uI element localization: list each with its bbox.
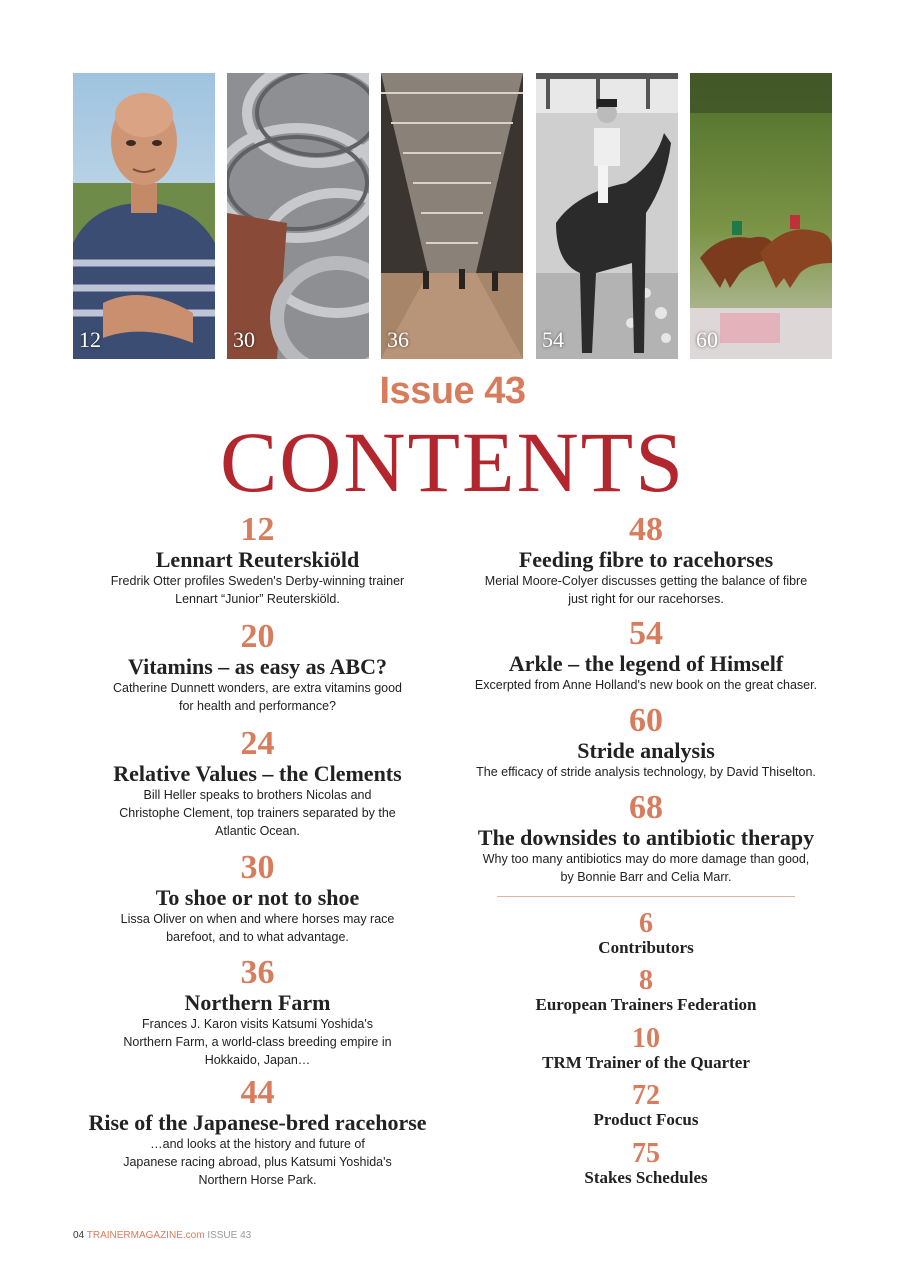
issue-number: Issue 43 <box>379 370 526 412</box>
feature-page-number: 44 <box>240 1074 275 1111</box>
feature-desc-line: Hokkaido, Japan… <box>204 1053 311 1067</box>
feature-desc-line: Merial Moore-Colyer discusses getting the balance of fibre <box>484 574 808 588</box>
feature-desc-line: for health and performance? <box>178 699 337 713</box>
feature-desc-line: …and looks at the history and future of <box>150 1137 365 1151</box>
regular-entry[interactable] <box>460 1082 832 1140</box>
feature-title: Relative Values – the Clements <box>113 761 402 786</box>
racehorses-image <box>690 73 832 359</box>
feature-desc-line: Lissa Oliver on when and where horses may race <box>120 912 395 926</box>
feature-title: Vitamins – as easy as ABC? <box>128 654 387 679</box>
feature-entry[interactable] <box>70 1075 445 1189</box>
feature-page-number: 12 <box>240 511 275 548</box>
photo-covered-track[interactable] <box>381 73 523 359</box>
horseshoes-image <box>227 73 369 359</box>
feature-desc-line: Christophe Clement, top trainers separated by the <box>119 806 396 820</box>
feature-entry[interactable] <box>460 703 832 790</box>
feature-page-number: 60 <box>629 702 663 739</box>
feature-desc-line: Bill Heller speaks to brothers Nicolas and <box>143 788 372 802</box>
regular-title: Contributors <box>598 938 694 957</box>
feature-page-number: 20 <box>240 618 275 655</box>
footer-issue: ISSUE 43 <box>207 1230 252 1241</box>
photo-trainer-portrait[interactable] <box>73 73 215 359</box>
regular-title: European Trainers Federation <box>535 995 757 1014</box>
feature-page-number: 36 <box>240 954 275 991</box>
feature-desc-line: Atlantic Ocean. <box>215 824 300 838</box>
regular-entry[interactable] <box>460 967 832 1025</box>
feature-entry[interactable] <box>460 616 832 703</box>
features-left-column <box>70 512 445 1189</box>
regular-page-number: 10 <box>632 1023 660 1054</box>
feature-title: To shoe or not to shoe <box>155 885 360 910</box>
regular-entry[interactable] <box>460 1140 832 1188</box>
feature-desc-line: The efficacy of stride analysis technology, by David Thiselton. <box>476 765 816 779</box>
photo-page-number: 54 <box>542 327 564 352</box>
feature-desc-line: Catherine Dunnett wonders, are extra vitamins good <box>112 681 403 695</box>
feature-desc-line: Why too many antibiotics may do more damage than good, <box>482 852 810 866</box>
trainer-portrait-image <box>73 73 215 359</box>
regular-title: Stakes Schedules <box>584 1168 708 1187</box>
feature-desc-line: Japanese racing abroad, plus Katsumi Yoshida's <box>123 1155 392 1169</box>
photo-page-number: 36 <box>387 327 409 352</box>
feature-desc-line: by Bonnie Barr and Celia Marr. <box>560 870 732 884</box>
feature-desc-line: Northern Horse Park. <box>198 1173 317 1187</box>
feature-desc-line: Excerpted from Anne Holland's new book on the great chaser. <box>474 678 818 692</box>
feature-desc-line: Northern Farm, a world-class breeding empire in <box>123 1035 392 1049</box>
feature-entry[interactable] <box>70 619 445 726</box>
covered-track-image <box>381 73 523 359</box>
regular-entry[interactable] <box>460 910 832 967</box>
feature-desc-line: just right for our racehorses. <box>568 592 724 606</box>
features-right-column <box>460 512 832 1188</box>
feature-page-number: 48 <box>629 511 663 548</box>
regular-page-number: 6 <box>639 908 653 939</box>
photo-page-number: 12 <box>79 327 101 352</box>
feature-page-number: 24 <box>240 725 275 762</box>
feature-title: The downsides to antibiotic therapy <box>477 825 815 850</box>
feature-desc-line: Frances J. Karon visits Katsumi Yoshida's <box>142 1017 373 1031</box>
regular-page-number: 8 <box>639 965 653 996</box>
feature-page-number: 68 <box>629 789 663 826</box>
regular-title: TRM Trainer of the Quarter <box>542 1053 750 1072</box>
regular-entry[interactable] <box>460 1025 832 1082</box>
feature-title: Lennart Reuterskiöld <box>155 547 360 572</box>
feature-title: Northern Farm <box>184 990 331 1015</box>
feature-page-number: 54 <box>629 615 663 652</box>
feature-entry[interactable] <box>460 512 832 616</box>
feature-title: Arkle – the legend of Himself <box>508 651 784 676</box>
feature-desc-line: Lennart “Junior” Reuterskiöld. <box>175 592 340 606</box>
photo-page-number: 30 <box>233 327 255 352</box>
photo-vintage-jockey[interactable] <box>536 73 678 359</box>
feature-title: Rise of the Japanese-bred racehorse <box>88 1110 427 1135</box>
feature-entry[interactable] <box>460 790 832 910</box>
feature-title: Feeding fibre to racehorses <box>518 547 774 572</box>
regular-page-number: 72 <box>632 1080 660 1111</box>
feature-entry[interactable] <box>70 955 445 1075</box>
photo-racehorses[interactable] <box>690 73 832 359</box>
feature-entry[interactable] <box>70 512 445 619</box>
feature-entry[interactable] <box>70 850 445 955</box>
page-footer <box>73 1230 251 1241</box>
regular-page-number: 75 <box>632 1138 660 1169</box>
feature-page-number: 30 <box>240 849 275 886</box>
page-title: CONTENTS <box>219 414 686 510</box>
footer-site-link[interactable]: TRAINERMAGAZINE.com <box>86 1230 205 1241</box>
feature-title: Stride analysis <box>577 738 715 763</box>
feature-desc-line: Fredrik Otter profiles Sweden's Derby-winning trainer <box>110 574 405 588</box>
vintage-jockey-image <box>536 73 678 359</box>
feature-entry[interactable] <box>70 726 445 850</box>
feature-desc-line: barefoot, and to what advantage. <box>166 930 349 944</box>
photo-strip <box>73 73 832 359</box>
footer-page-number: 04 <box>73 1230 85 1241</box>
section-divider <box>497 896 795 897</box>
photo-page-number: 60 <box>696 327 718 352</box>
photo-horseshoes[interactable] <box>227 73 369 359</box>
regular-title: Product Focus <box>593 1110 699 1129</box>
